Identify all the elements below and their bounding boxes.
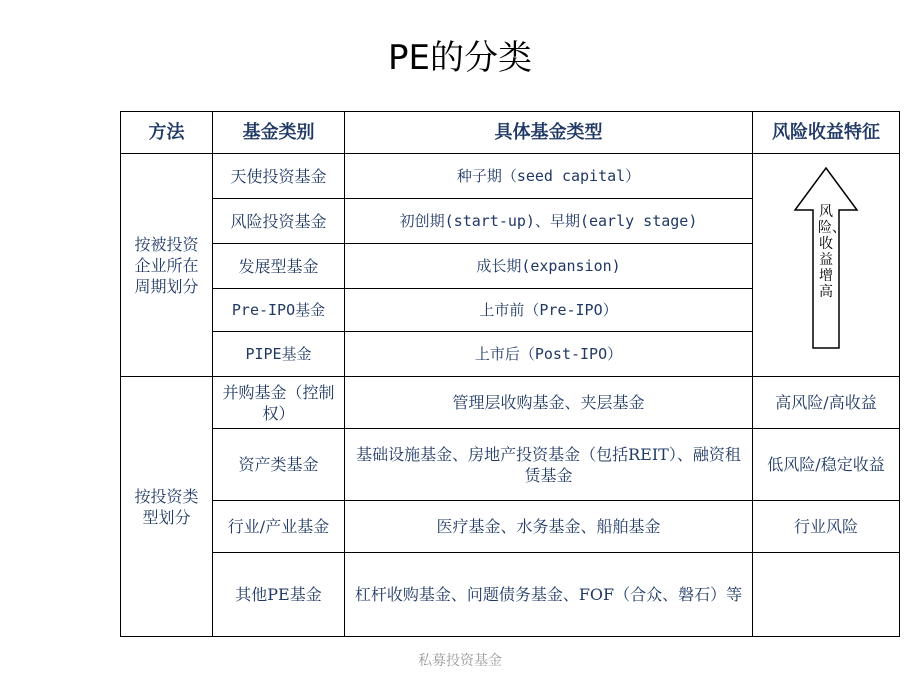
types-cell: 种子期（seed capital） <box>345 154 753 199</box>
header-category: 基金类别 <box>213 112 345 154</box>
category-cell: 风险投资基金 <box>213 199 345 244</box>
footer-text: 私募投资基金 <box>418 653 502 669</box>
table-row <box>121 553 900 637</box>
types-cell: 上市后（Post-IPO） <box>345 332 753 377</box>
arrow-label: 风险、收益增高 <box>818 204 846 300</box>
types-cell: 管理层收购基金、夹层基金 <box>345 377 753 429</box>
category-cell: 其他PE基金 <box>213 553 345 637</box>
header-types: 具体基金类型 <box>345 112 753 154</box>
category-cell: 天使投资基金 <box>213 154 345 199</box>
category-cell: 资产类基金 <box>213 429 345 501</box>
category-cell: Pre-IPO基金 <box>213 289 345 332</box>
risk-cell <box>753 553 900 637</box>
types-cell: 成长期(expansion) <box>345 244 753 289</box>
risk-cell: 行业风险 <box>753 501 900 553</box>
types-cell: 基础设施基金、房地产投资基金（包括REIT）、融资租赁基金 <box>345 429 753 501</box>
category-cell: 行业/产业基金 <box>213 501 345 553</box>
table-row <box>121 429 900 501</box>
page-title: PE的分类 <box>388 38 532 78</box>
types-cell: 初创期(start-up)、早期(early stage) <box>345 199 753 244</box>
category-cell: 并购基金（控制权） <box>213 377 345 429</box>
method-cell: 按被投资企业所在周期划分 <box>121 154 213 377</box>
risk-cell: 高风险/高收益 <box>753 377 900 429</box>
risk-cell: 低风险/稳定收益 <box>753 429 900 501</box>
types-cell: 医疗基金、水务基金、船舶基金 <box>345 501 753 553</box>
table-row <box>121 377 900 429</box>
method-cell: 按投资类型划分 <box>121 377 213 637</box>
category-cell: 发展型基金 <box>213 244 345 289</box>
pe-classification-table <box>120 111 900 637</box>
types-cell: 上市前（Pre-IPO） <box>345 289 753 332</box>
up-arrow-icon <box>793 166 859 350</box>
header-risk: 风险收益特征 <box>753 112 900 154</box>
category-cell: PIPE基金 <box>213 332 345 377</box>
table-row <box>121 154 900 199</box>
types-cell: 杠杆收购基金、问题债务基金、FOF（合众、磐石）等 <box>345 553 753 637</box>
table-row <box>121 501 900 553</box>
header-row <box>121 112 900 154</box>
risk-arrow-cell <box>753 154 900 377</box>
header-method: 方法 <box>121 112 213 154</box>
